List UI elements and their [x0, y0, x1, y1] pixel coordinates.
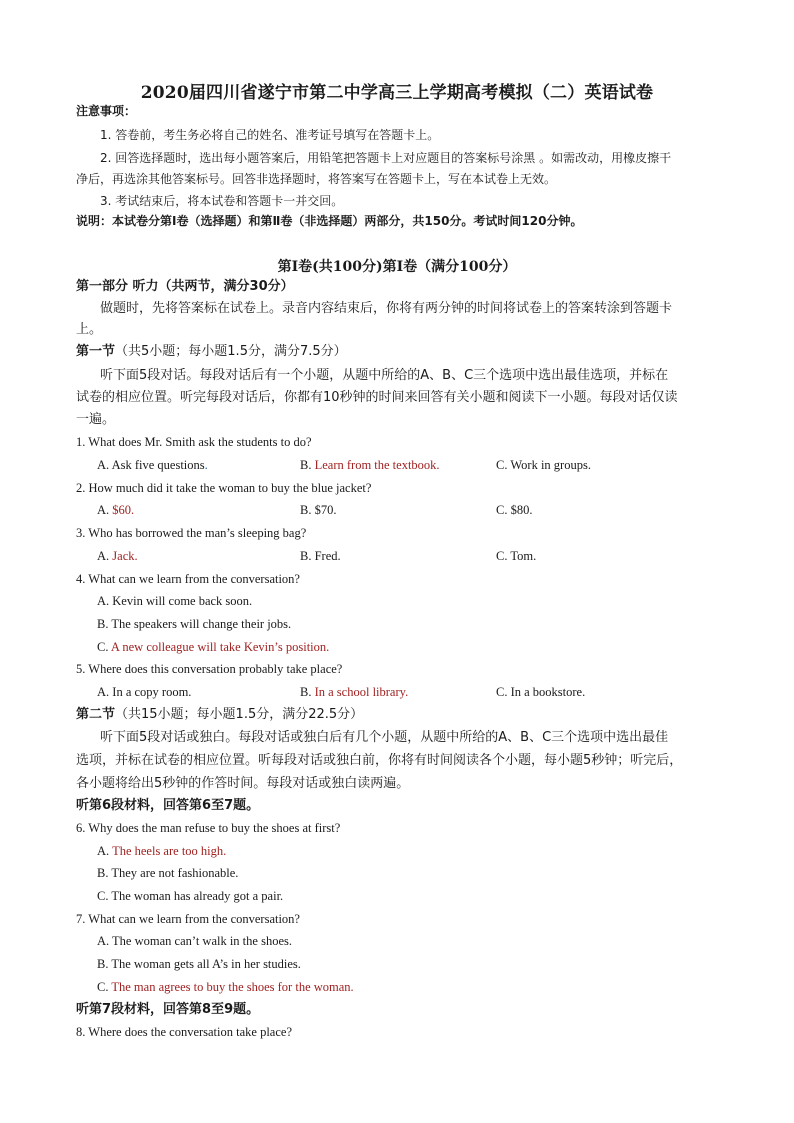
- notes-heading: 注意事项：: [76, 104, 137, 118]
- section2-heading: [76, 707, 363, 722]
- q5-option-b-label: B.: [300, 685, 312, 699]
- q2-option-b: B. $70.: [300, 503, 337, 517]
- section1-heading: [76, 344, 347, 359]
- q7-option-b: B. The woman gets all A’s in her studies.: [97, 957, 301, 971]
- volume-heading: 第Ⅰ卷(共100分)第Ⅰ卷（满分100分）: [277, 259, 517, 275]
- q6-option-b: B. They are not fashionable.: [97, 866, 239, 880]
- q4-option-a: A. Kevin will come back soon.: [97, 594, 253, 608]
- q1-option-b: [300, 458, 440, 473]
- q4-option-b: B. The speakers will change their jobs.: [97, 617, 292, 631]
- question-5: 5. Where does this conversation probably take place?: [76, 662, 343, 676]
- q3-option-a-text: Jack.: [112, 549, 138, 563]
- q3-option-c: C. Tom.: [496, 549, 537, 563]
- q3-option-b: B. Fred.: [300, 549, 341, 563]
- q1-option-a: [97, 458, 208, 473]
- q6-option-a-label: A.: [97, 844, 110, 858]
- material-7-heading: 听第7段材料，回答第8至9题。: [76, 1002, 260, 1017]
- section2-heading-rest: （共15小题；每小题1.5分，满分22.5分）: [115, 707, 364, 722]
- section2-intro-end: 各小题将给出5秒钟的作答时间。每段对话或独白读两遍。: [76, 776, 410, 791]
- q2-option-c: C. $80.: [496, 503, 533, 517]
- q2-option-a-text: $60.: [112, 503, 135, 517]
- question-6: 6. Why does the man refuse to buy the shoes at first?: [76, 821, 341, 835]
- q4-option-c-label: C.: [97, 640, 109, 654]
- q6-option-c: C. The woman has already got a pair.: [97, 889, 284, 903]
- note-2-cont: 净后，再选涂其他答案标号。回答非选择题时，将答案写在答题卡上，写在本试卷上无效。: [76, 172, 557, 186]
- q1-option-a-text: Ask five questions: [111, 458, 205, 472]
- q4-option-c: [97, 640, 329, 655]
- section1-intro: 听下面5段对话。每段对话后有一个小题，从题中所给的A、B、C三个选项中选出最佳选项，并标在: [100, 368, 669, 383]
- q3-option-a-label: A.: [97, 549, 110, 563]
- q7-option-c-label: C.: [97, 980, 109, 994]
- q4-option-c-text: A new colleague will take Kevin’s position.: [110, 640, 330, 654]
- section2-intro: 听下面5段对话或独白。每段对话或独白后有几个小题，从题中所给的A、B、C三个选项中选出最佳: [100, 730, 669, 745]
- section2-intro-cont: 选项，并标在试卷的相应位置。听每段对话或独白前，你将有时间阅读各个小题，每小题5秒钟；听完后，: [76, 753, 683, 768]
- q7-option-c: [97, 980, 354, 995]
- q5-option-c: C. In a bookstore.: [496, 685, 586, 699]
- q7-option-c-text: The man agrees to buy the shoes for the woman.: [111, 980, 354, 994]
- q1-option-a-dot: .: [204, 458, 208, 472]
- q2-option-a-label: A.: [97, 503, 110, 517]
- note-2: 2. 回答选择题时，选出每小题答案后，用铅笔把答题卡上对应题目的答案标号涂黑 。如需改动，用橡皮擦干: [100, 151, 672, 165]
- question-7: 7. What can we learn from the conversation?: [76, 912, 300, 926]
- part1-intro-cont: 上。: [76, 322, 103, 337]
- question-4: 4. What can we learn from the conversation?: [76, 572, 300, 586]
- section1-heading-bold: 第一节: [76, 344, 116, 359]
- q5-option-a: A. In a copy room.: [97, 685, 192, 699]
- q1-option-a-label: A.: [97, 458, 110, 472]
- q1-option-b-label: B.: [300, 458, 312, 472]
- section1-intro-end: 一遍。: [76, 412, 116, 427]
- q2-option-a: [97, 503, 134, 518]
- note-1: 1. 答卷前，考生务必将自己的姓名、准考证号填写在答题卡上。: [100, 128, 440, 142]
- q7-option-a: A. The woman can’t walk in the shoes.: [97, 934, 292, 948]
- question-8: 8. Where does the conversation take place?: [76, 1025, 292, 1039]
- q6-option-a: [97, 844, 226, 859]
- q5-option-b: [300, 685, 408, 700]
- section2-heading-bold: 第二节: [76, 707, 116, 722]
- part1-intro: 做题时，先将答案标在试卷上。录音内容结束后，你将有两分钟的时间将试卷上的答案转涂到答题卡: [100, 301, 673, 316]
- q1-option-c: C. Work in groups.: [496, 458, 591, 472]
- question-1: 1. What does Mr. Smith ask the students to do?: [76, 435, 312, 449]
- question-3: 3. Who has borrowed the man’s sleeping bag?: [76, 526, 307, 540]
- material-6-heading: 听第6段材料，回答第6至7题。: [76, 798, 260, 813]
- section1-heading-rest: （共5小题；每小题1.5分，满分7.5分）: [115, 344, 347, 359]
- explanation: 说明：本试卷分第Ⅰ卷（选择题）和第Ⅱ卷（非选择题）两部分，共150分。考试时间120分钟。: [76, 214, 583, 228]
- q5-option-b-text: In a school library.: [314, 685, 409, 699]
- page-title: 2020届四川省遂宁市第二中学高三上学期高考模拟（二）英语试卷: [140, 83, 654, 103]
- question-2: 2. How much did it take the woman to buy the blue jacket?: [76, 481, 372, 495]
- q6-option-a-text: The heels are too high.: [112, 844, 227, 858]
- section1-intro-cont: 试卷的相应位置。听完每段对话后，你都有10秒钟的时间来回答有关小题和阅读下一小题。每段对话仅读: [76, 390, 678, 405]
- note-3: 3. 考试结束后，将本试卷和答题卡一并交回。: [100, 194, 344, 208]
- q1-option-b-text: Learn from the textbook.: [314, 458, 440, 472]
- q3-option-a: [97, 549, 138, 564]
- part1-heading: 第一部分 听力（共两节，满分30分）: [76, 279, 294, 294]
